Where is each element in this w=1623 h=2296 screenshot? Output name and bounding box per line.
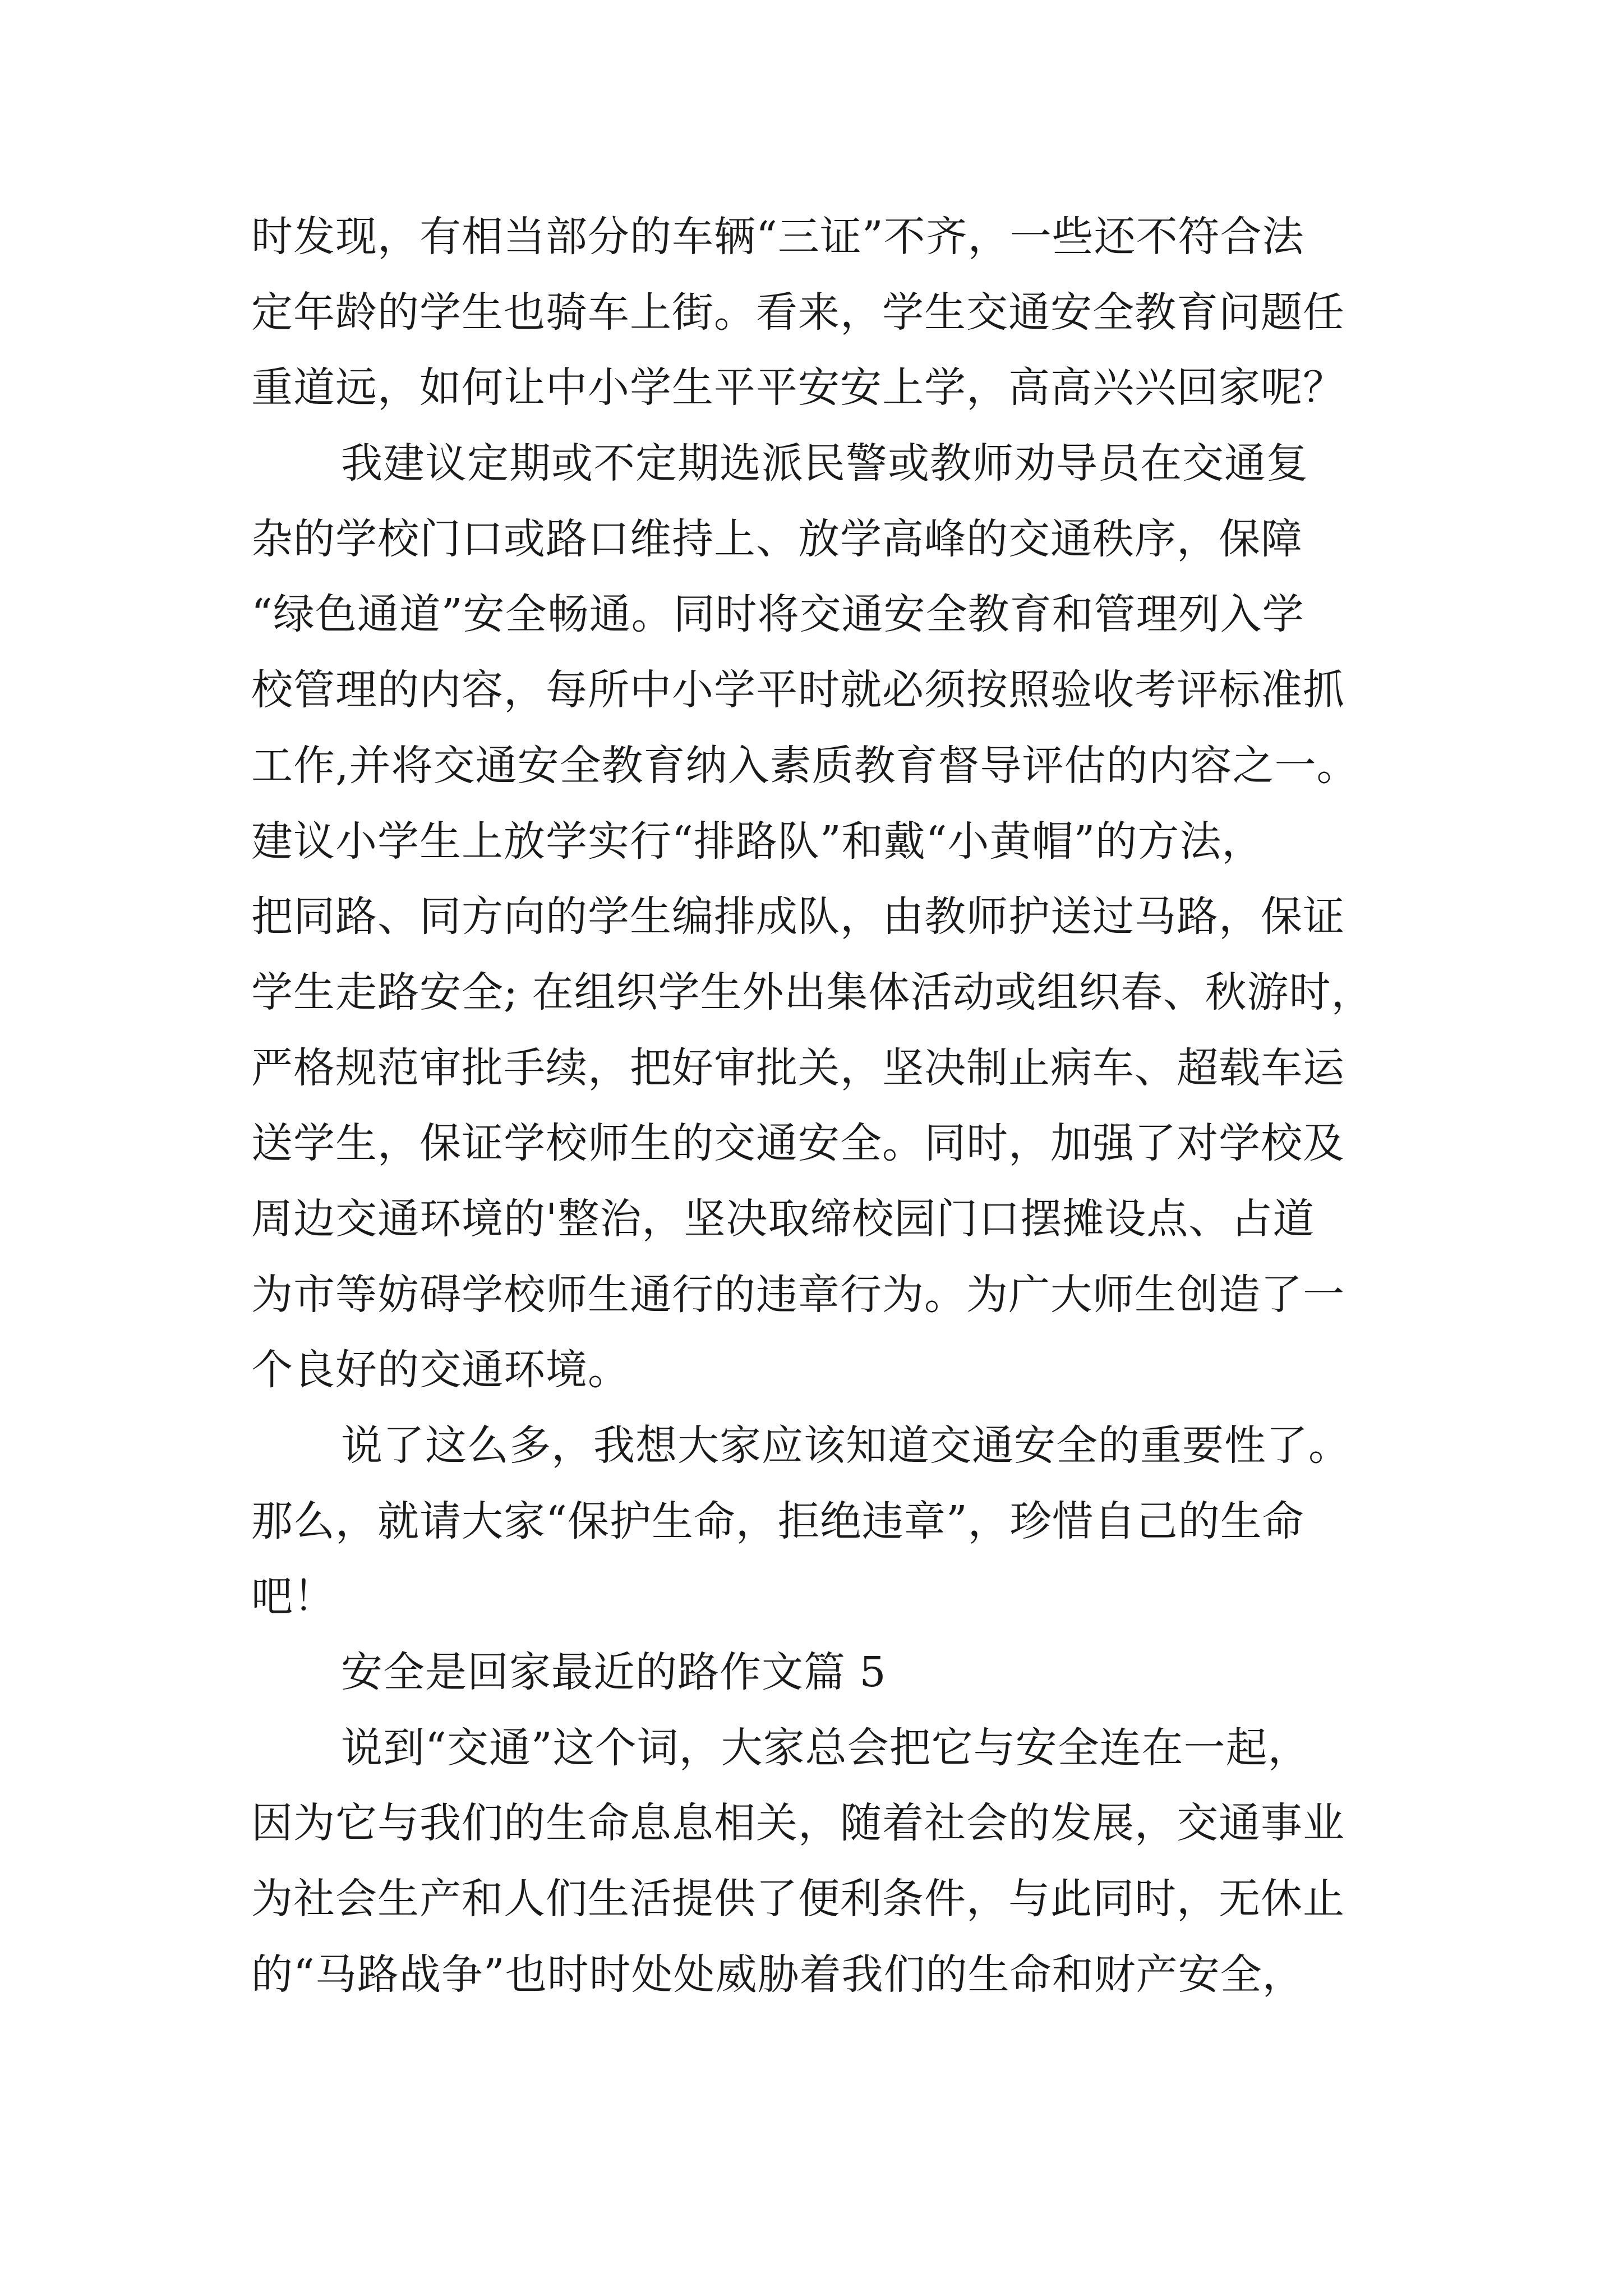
text-line: “绿色通道”安全畅通。同时将交通安全教育和管理列入学 [251,590,1304,639]
paragraph-start-line: 说了这么多，我想大家应该知道交通安全的重要性了。 [341,1421,1350,1470]
text-line: 个良好的交通环境。 [251,1346,630,1395]
text-line: 周边交通环境的'整治，坚决取缔校园门口摆摊设点、占道 [251,1194,1315,1243]
text-line: 因为它与我们的生命息息相关，随着社会的发展，交通事业 [251,1799,1345,1848]
paragraph-start-line: 说到“交通”这个词，大家总会把它与安全连在一起， [341,1723,1310,1772]
text-line: 建议小学生上放学实行“排路队”和戴“小黄帽”的方法， [251,817,1264,866]
text-line: 吧！ [251,1572,335,1621]
text-line: 重道远，如何让中小学生平平安安上学，高高兴兴回家呢？ [251,364,1345,412]
paragraph-start-line: 我建议定期或不定期选派民警或教师劝导员在交通复 [341,439,1308,488]
text-line: 工作,并将交通安全教育纳入素质教育督导评估的内容之一。 [251,741,1359,790]
document-body [251,199,1395,2013]
text-line: 为市等妨碍学校师生通行的违章行为。为广大师生创造了一 [251,1270,1345,1319]
text-line: 严格规范审批手续，把好审批关，坚决制止病车、超载车运 [251,1043,1345,1092]
text-line: 把同路、同方向的学生编排成队，由教师护送过马路，保证 [251,892,1345,941]
text-line: 杂的学校门口或路口维持上、放学高峰的交通秩序，保障 [251,514,1303,563]
text-line: 时发现，有相当部分的车辆“三证”不齐，一些还不符合法 [251,213,1304,261]
text-line: 定年龄的学生也骑车上街。看来，学生交通安全教育问题任 [251,288,1345,337]
section-heading: 安全是回家最近的路作文篇 5 [341,1648,887,1697]
text-line: 为社会生产和人们生活提供了便利条件，与此同时，无休止 [251,1875,1345,1924]
text-line: 送学生，保证学校师生的交通安全。同时，加强了对学校及 [251,1119,1345,1168]
text-line: 学生走路安全; 在组织学生外出集体活动或组织春、秋游时， [251,968,1373,1016]
text-line: 校管理的内容，每所中小学平时就必须按照验收考评标准抓 [251,666,1345,715]
text-line: 那么，就请大家“保护生命，拒绝违章”，珍惜自己的生命 [251,1497,1304,1545]
text-line: 的“马路战争”也时时处处威胁着我们的生命和财产安全， [251,1950,1304,1999]
